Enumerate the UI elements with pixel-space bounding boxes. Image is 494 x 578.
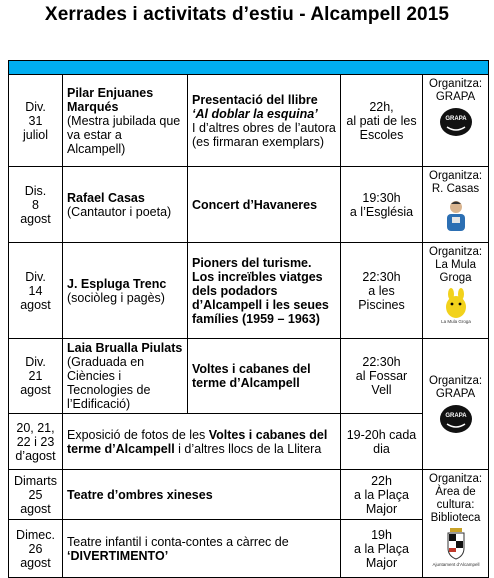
organizer-cell: Organitza: Àrea de cultura: Biblioteca Ajuntament d’Alcampell <box>423 470 489 578</box>
speaker-cell: Laia Brualla Piulats (Graduada en Ciències i Tecnologies de l’Edificació) <box>63 339 188 414</box>
grapa-logo-icon <box>439 107 473 137</box>
table-header-bar <box>9 61 489 75</box>
time-place-cell: 19-20h cada dia <box>341 414 423 470</box>
schedule-table <box>8 60 489 578</box>
table-row <box>9 75 489 167</box>
time-place-cell: 22h, al pati de les Escoles <box>341 75 423 167</box>
activity-cell: Teatre d’ombres xineses <box>63 470 341 520</box>
time-place-cell: 19h a la Plaça Major <box>341 520 423 578</box>
mula-groga-logo-icon <box>439 288 473 324</box>
activity-cell: Voltes i cabanes del terme d’Alcampell <box>188 339 341 414</box>
speaker-cell: J. Espluga Trenc (sociòleg i pagès) <box>63 243 188 339</box>
speaker-cell <box>63 75 188 167</box>
ajuntament-crest-icon <box>432 528 480 568</box>
svg-text:Ajuntament d’Alcampell: Ajuntament d’Alcampell <box>432 562 480 567</box>
singer-photo-icon <box>443 199 469 231</box>
date-cell: Div. 14 agost <box>9 243 63 339</box>
date-cell: Dimec. 26 agost <box>9 520 63 578</box>
date-cell: 20, 21, 22 i 23 d’agost <box>9 414 63 470</box>
date-cell: Dis. 8 agost <box>9 167 63 243</box>
svg-text:GRAPA: GRAPA <box>444 413 467 419</box>
date-cell: Div. 21 agost <box>9 339 63 414</box>
table-row <box>9 520 489 578</box>
time-place-cell: 22h a la Plaça Major <box>341 470 423 520</box>
activity-cell: Concert d’Havaneres <box>188 167 341 243</box>
date-cell: Dimarts 25 agost <box>9 470 63 520</box>
table-row <box>9 167 489 243</box>
date-cell: Div. 31 juliol <box>9 75 63 167</box>
time-place-cell: 22:30h a les Piscines <box>341 243 423 339</box>
activity-cell: Presentació del llibre ‘Al doblar la esquina’ I d’altres obres de l’autora (es firmaran exemplars) <box>188 75 341 167</box>
grapa-logo-icon <box>439 404 473 434</box>
svg-text:GRAPA: GRAPA <box>444 116 467 122</box>
svg-text:La Mula Groga: La Mula Groga <box>440 319 471 324</box>
time-place-cell: 22:30h al Fossar Vell <box>341 339 423 414</box>
activity-cell: Pioners del turisme. Los increïbles viatges dels podadors d’Alcampell i les seues famílies (1959 – 1963) <box>188 243 341 339</box>
organizer-cell: Organitza: GRAPA GRAPA <box>423 75 489 167</box>
table-row <box>9 470 489 520</box>
speaker-name: Pilar Enjuanes Marqués <box>67 85 154 114</box>
speaker-note: (Mestra jubilada que va estar a Alcampell) <box>67 113 181 156</box>
time-place-cell: 19:30h a l’Església <box>341 167 423 243</box>
speaker-cell: Rafael Casas (Cantautor i poeta) <box>63 167 188 243</box>
page-title: Xerrades i activitats d’estiu - Alcampell 2015 <box>44 4 450 25</box>
organizer-cell: Organitza: La Mula Groga La Mula Groga <box>423 243 489 339</box>
table-row <box>9 414 489 470</box>
organizer-cell: Organitza: GRAPA GRAPA <box>423 339 489 470</box>
activity-cell: Teatre infantil i conta-contes a càrrec de ‘DIVERTIMENTO’ <box>63 520 341 578</box>
table-row <box>9 339 489 414</box>
activity-cell: Exposició de fotos de les Voltes i cabanes del terme d’Alcampell i d’altres llocs de la Llitera <box>63 414 341 470</box>
organizer-cell: Organitza: R. Casas <box>423 167 489 243</box>
table-row <box>9 243 489 339</box>
